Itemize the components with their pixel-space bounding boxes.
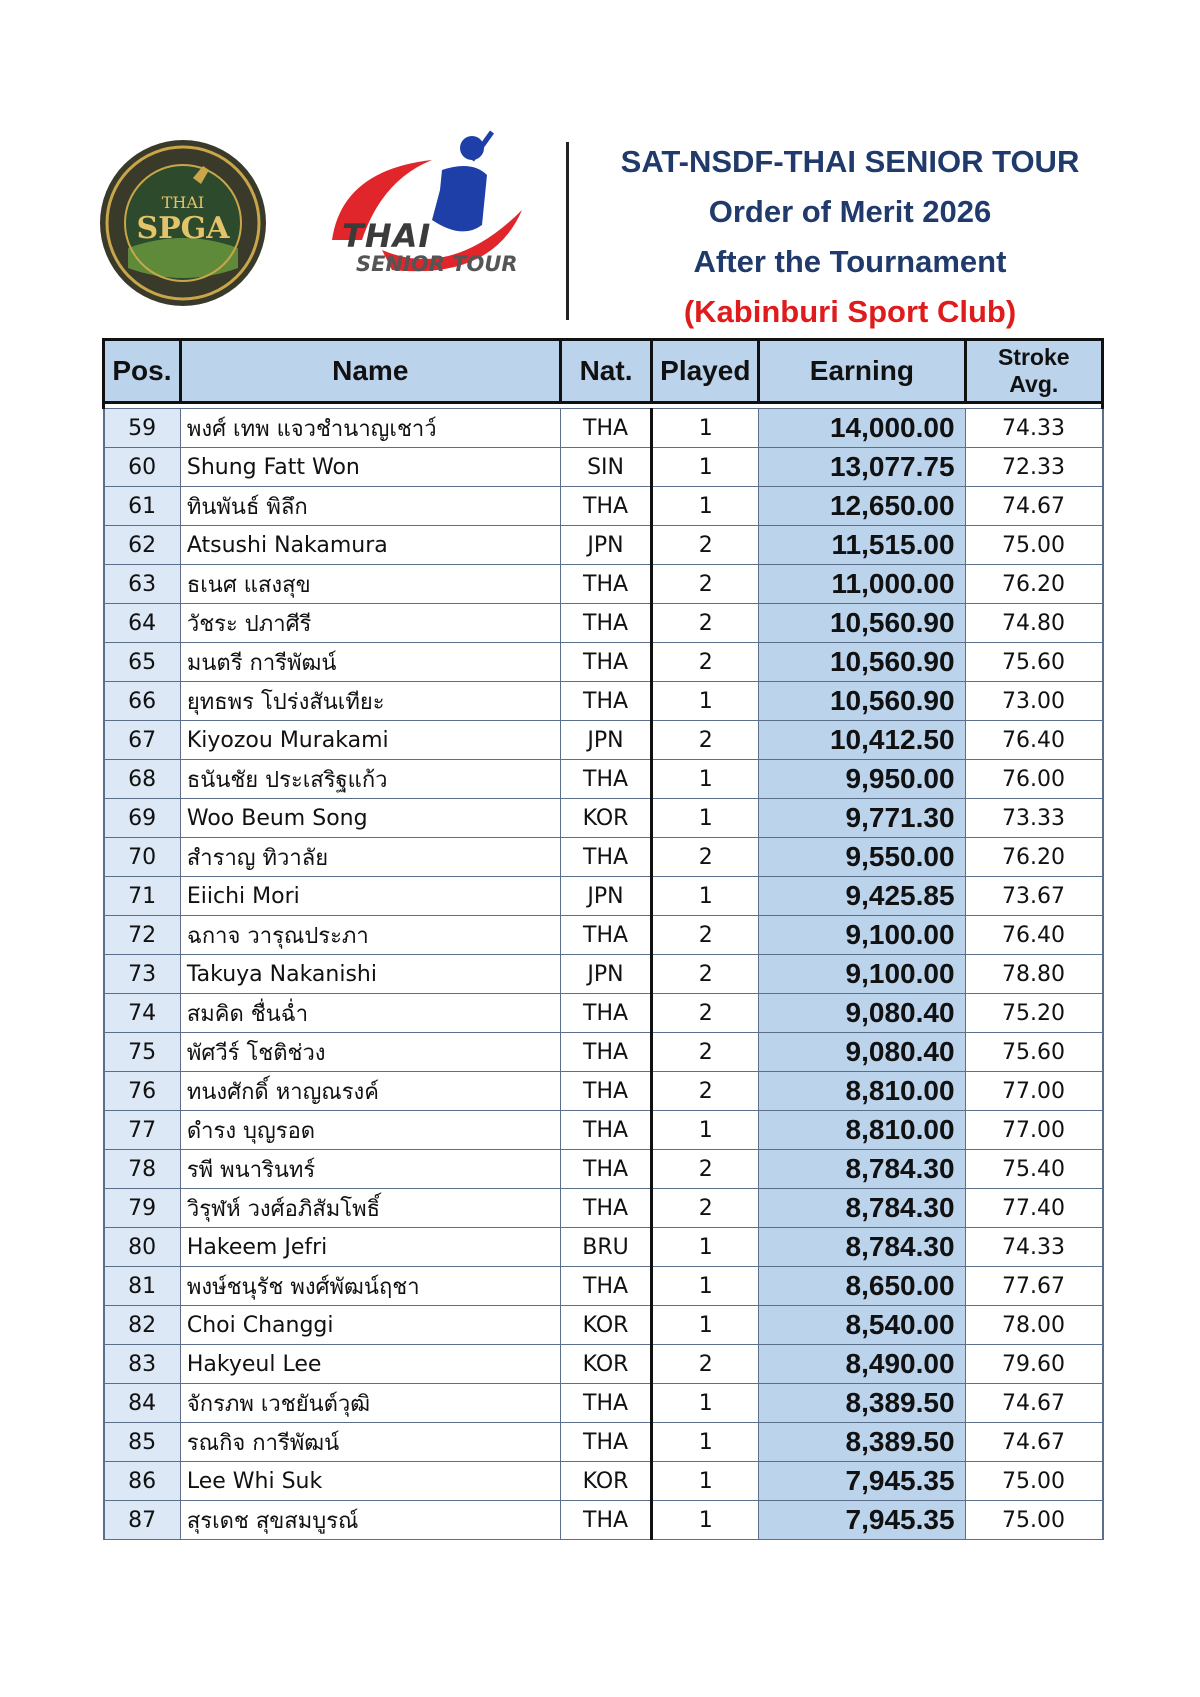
name-cell: ยุทธพร โปร่งสันเทียะ	[180, 682, 560, 721]
earning-cell: 10,560.90	[759, 604, 965, 643]
pos-cell: 86	[104, 1462, 181, 1501]
title-after-tournament: After the Tournament	[693, 244, 1007, 279]
name-cell: วิรุฬห์ วงศ์อภิสัมโพธิ์	[180, 1189, 560, 1228]
pos-cell: 73	[104, 955, 181, 994]
table-row	[104, 1228, 1103, 1267]
stroke-avg-cell: 76.40	[965, 721, 1102, 760]
stroke-avg-cell: 75.20	[965, 994, 1102, 1033]
stroke-avg-cell: 75.00	[965, 1462, 1102, 1501]
stroke-avg-cell: 76.20	[965, 565, 1102, 604]
played-cell: 1	[652, 1384, 759, 1423]
earning-cell: 8,389.50	[759, 1423, 965, 1462]
table-row	[104, 487, 1103, 526]
played-cell: 2	[652, 721, 759, 760]
nat-cell: THA	[560, 565, 652, 604]
stroke-avg-cell: 75.40	[965, 1150, 1102, 1189]
stroke-avg-cell: 77.67	[965, 1267, 1102, 1306]
nat-cell: THA	[560, 1072, 652, 1111]
earning-cell: 13,077.75	[759, 448, 965, 487]
table-row	[104, 1267, 1103, 1306]
name-cell: Shung Fatt Won	[180, 448, 560, 487]
pos-cell: 79	[104, 1189, 181, 1228]
title-order-of-merit: Order of Merit 2026	[708, 194, 992, 229]
name-cell: ทนงศักดิ์ หาญณรงค์	[180, 1072, 560, 1111]
earning-cell: 9,080.40	[759, 994, 965, 1033]
nat-cell: THA	[560, 1384, 652, 1423]
pos-cell: 76	[104, 1072, 181, 1111]
nat-cell: JPN	[560, 721, 652, 760]
stroke-avg-cell: 75.00	[965, 526, 1102, 565]
nat-cell: THA	[560, 838, 652, 877]
table-row	[104, 682, 1103, 721]
name-cell: Atsushi Nakamura	[180, 526, 560, 565]
played-cell: 1	[652, 1306, 759, 1345]
pos-cell: 59	[104, 409, 181, 448]
name-cell: จักรภพ เวชยันต์วุฒิ	[180, 1384, 560, 1423]
table-row	[104, 955, 1103, 994]
name-cell: Kiyozou Murakami	[180, 721, 560, 760]
name-cell: ทินพันธ์ พิลึก	[180, 487, 560, 526]
name-cell: ฉกาจ วารุณประภา	[180, 916, 560, 955]
played-cell: 2	[652, 994, 759, 1033]
stroke-avg-cell: 79.60	[965, 1345, 1102, 1384]
stroke-avg-cell: 78.00	[965, 1306, 1102, 1345]
name-cell: รพี พนารินทร์	[180, 1150, 560, 1189]
table-row	[104, 994, 1103, 1033]
pos-cell: 68	[104, 760, 181, 799]
earning-cell: 9,771.30	[759, 799, 965, 838]
name-cell: พงศ์ เทพ แจวชำนาญเชาว์	[180, 409, 560, 448]
played-cell: 2	[652, 643, 759, 682]
pos-cell: 77	[104, 1111, 181, 1150]
name-cell: ธนันชัย ประเสริฐแก้ว	[180, 760, 560, 799]
name-cell: Woo Beum Song	[180, 799, 560, 838]
name-cell: สมคิด ชื่นฉ่ำ	[180, 994, 560, 1033]
logo-thai-text: THAI	[342, 217, 432, 255]
stroke-avg-cell: 74.67	[965, 487, 1102, 526]
stroke-avg-cell: 74.33	[965, 1228, 1102, 1267]
nat-cell: KOR	[560, 799, 652, 838]
order-of-merit-table	[102, 338, 1104, 1540]
pos-cell: 61	[104, 487, 181, 526]
earning-cell: 8,540.00	[759, 1306, 965, 1345]
name-cell: มนตรี การีพัฒน์	[180, 643, 560, 682]
played-cell: 2	[652, 1189, 759, 1228]
col-header-stroke-avg	[965, 340, 1102, 403]
earning-cell: 9,950.00	[759, 760, 965, 799]
table-row	[104, 526, 1103, 565]
stroke-avg-cell: 74.80	[965, 604, 1102, 643]
earning-cell: 11,000.00	[759, 565, 965, 604]
table-row	[104, 643, 1103, 682]
avg-label: Avg.	[1009, 371, 1059, 397]
nat-cell: THA	[560, 1501, 652, 1540]
col-header-played: Played	[652, 340, 759, 403]
played-cell: 2	[652, 1033, 759, 1072]
name-cell: ดำรง บุญรอด	[180, 1111, 560, 1150]
nat-cell: THA	[560, 487, 652, 526]
pos-cell: 72	[104, 916, 181, 955]
table-row	[104, 916, 1103, 955]
pos-cell: 78	[104, 1150, 181, 1189]
pos-cell: 60	[104, 448, 181, 487]
table-row	[104, 1150, 1103, 1189]
played-cell: 2	[652, 565, 759, 604]
name-cell: สุรเดช สุขสมบูรณ์	[180, 1501, 560, 1540]
played-cell: 2	[652, 955, 759, 994]
played-cell: 1	[652, 682, 759, 721]
played-cell: 1	[652, 877, 759, 916]
name-cell: Hakeem Jefri	[180, 1228, 560, 1267]
name-cell: พัศวีร์ โชติช่วง	[180, 1033, 560, 1072]
played-cell: 2	[652, 916, 759, 955]
name-cell: Hakyeul Lee	[180, 1345, 560, 1384]
nat-cell: JPN	[560, 955, 652, 994]
table-row	[104, 1501, 1103, 1540]
pos-cell: 84	[104, 1384, 181, 1423]
name-cell: สำราญ ทิวาลัย	[180, 838, 560, 877]
nat-cell: THA	[560, 409, 652, 448]
logo-senior-tour-text: SENIOR TOUR	[356, 252, 518, 276]
table-header-row	[104, 340, 1103, 403]
earning-cell: 8,650.00	[759, 1267, 965, 1306]
played-cell: 1	[652, 487, 759, 526]
table-row	[104, 1306, 1103, 1345]
stroke-avg-cell: 78.80	[965, 955, 1102, 994]
table-row	[104, 565, 1103, 604]
played-cell: 1	[652, 1501, 759, 1540]
table-row	[104, 1189, 1103, 1228]
name-cell: Eiichi Mori	[180, 877, 560, 916]
played-cell: 1	[652, 409, 759, 448]
stroke-avg-cell: 73.33	[965, 799, 1102, 838]
table-row	[104, 1033, 1103, 1072]
pos-cell: 66	[104, 682, 181, 721]
stroke-label: Stroke	[997, 344, 1070, 370]
earning-cell: 8,810.00	[759, 1111, 965, 1150]
thai-spga-logo	[98, 138, 268, 308]
earning-cell: 9,100.00	[759, 955, 965, 994]
table-row	[104, 1345, 1103, 1384]
header-divider	[566, 142, 569, 320]
stroke-avg-cell: 77.00	[965, 1111, 1102, 1150]
title-block	[590, 136, 1110, 336]
nat-cell: THA	[560, 994, 652, 1033]
nat-cell: KOR	[560, 1345, 652, 1384]
nat-cell: THA	[560, 1423, 652, 1462]
nat-cell: KOR	[560, 1306, 652, 1345]
earning-cell: 8,490.00	[759, 1345, 965, 1384]
stroke-avg-cell: 75.60	[965, 1033, 1102, 1072]
name-cell: พงษ์ชนุรัช พงศ์พัฒน์ฤชา	[180, 1267, 560, 1306]
stroke-avg-cell: 76.00	[965, 760, 1102, 799]
stroke-avg-cell: 72.33	[965, 448, 1102, 487]
svg-text:SPGA: SPGA	[136, 211, 230, 246]
earning-cell: 7,945.35	[759, 1462, 965, 1501]
stroke-avg-cell: 77.40	[965, 1189, 1102, 1228]
played-cell: 1	[652, 799, 759, 838]
nat-cell: THA	[560, 643, 652, 682]
earning-cell: 8,389.50	[759, 1384, 965, 1423]
pos-cell: 85	[104, 1423, 181, 1462]
earning-cell: 9,425.85	[759, 877, 965, 916]
pos-cell: 81	[104, 1267, 181, 1306]
pos-cell: 87	[104, 1501, 181, 1540]
earning-cell: 8,784.30	[759, 1150, 965, 1189]
stroke-avg-cell: 76.20	[965, 838, 1102, 877]
table-row	[104, 799, 1103, 838]
pos-cell: 64	[104, 604, 181, 643]
name-cell: รณกิจ การีพัฒน์	[180, 1423, 560, 1462]
played-cell: 2	[652, 1150, 759, 1189]
table-row	[104, 877, 1103, 916]
earning-cell: 9,100.00	[759, 916, 965, 955]
table-row	[104, 838, 1103, 877]
stroke-avg-cell: 77.00	[965, 1072, 1102, 1111]
nat-cell: THA	[560, 1189, 652, 1228]
nat-cell: THA	[560, 604, 652, 643]
table-row	[104, 604, 1103, 643]
document-header	[0, 130, 1200, 330]
table-row	[104, 1072, 1103, 1111]
earning-cell: 10,412.50	[759, 721, 965, 760]
title-venue: (Kabinburi Sport Club)	[683, 294, 1017, 329]
name-cell: วัชระ ปภาศีรี	[180, 604, 560, 643]
table-row	[104, 409, 1103, 448]
earning-cell: 8,784.30	[759, 1228, 965, 1267]
stroke-avg-cell: 75.60	[965, 643, 1102, 682]
stroke-avg-cell: 74.33	[965, 409, 1102, 448]
pos-cell: 74	[104, 994, 181, 1033]
col-header-earning: Earning	[759, 340, 965, 403]
nat-cell: THA	[560, 682, 652, 721]
table-row	[104, 448, 1103, 487]
earning-cell: 9,550.00	[759, 838, 965, 877]
nat-cell: KOR	[560, 1462, 652, 1501]
played-cell: 2	[652, 838, 759, 877]
col-header-nat: Nat.	[560, 340, 652, 403]
name-cell: Lee Whi Suk	[180, 1462, 560, 1501]
pos-cell: 80	[104, 1228, 181, 1267]
pos-cell: 83	[104, 1345, 181, 1384]
played-cell: 2	[652, 526, 759, 565]
nat-cell: THA	[560, 1150, 652, 1189]
nat-cell: SIN	[560, 448, 652, 487]
stroke-avg-cell: 76.40	[965, 916, 1102, 955]
played-cell: 1	[652, 1228, 759, 1267]
pos-cell: 69	[104, 799, 181, 838]
stroke-avg-cell: 73.67	[965, 877, 1102, 916]
played-cell: 1	[652, 448, 759, 487]
played-cell: 2	[652, 1345, 759, 1384]
played-cell: 1	[652, 1462, 759, 1501]
nat-cell: THA	[560, 1267, 652, 1306]
table-row	[104, 1423, 1103, 1462]
pos-cell: 67	[104, 721, 181, 760]
nat-cell: JPN	[560, 877, 652, 916]
col-header-pos: Pos.	[104, 340, 181, 403]
played-cell: 1	[652, 1111, 759, 1150]
nat-cell: THA	[560, 1033, 652, 1072]
played-cell: 1	[652, 760, 759, 799]
pos-cell: 63	[104, 565, 181, 604]
earning-cell: 9,080.40	[759, 1033, 965, 1072]
table-row	[104, 760, 1103, 799]
earning-cell: 10,560.90	[759, 643, 965, 682]
nat-cell: JPN	[560, 526, 652, 565]
stroke-avg-cell: 75.00	[965, 1501, 1102, 1540]
pos-cell: 65	[104, 643, 181, 682]
table-row	[104, 1384, 1103, 1423]
earning-cell: 8,784.30	[759, 1189, 965, 1228]
earning-cell: 12,650.00	[759, 487, 965, 526]
table-body	[104, 409, 1103, 1540]
col-header-name: Name	[180, 340, 560, 403]
nat-cell: BRU	[560, 1228, 652, 1267]
played-cell: 1	[652, 1267, 759, 1306]
pos-cell: 75	[104, 1033, 181, 1072]
name-cell: ธเนศ แสงสุข	[180, 565, 560, 604]
name-cell: Choi Changgi	[180, 1306, 560, 1345]
played-cell: 1	[652, 1423, 759, 1462]
svg-text:THAI: THAI	[161, 193, 205, 212]
table-row	[104, 721, 1103, 760]
thai-senior-tour-logo	[322, 130, 542, 300]
played-cell: 2	[652, 604, 759, 643]
pos-cell: 70	[104, 838, 181, 877]
pos-cell: 62	[104, 526, 181, 565]
name-cell: Takuya Nakanishi	[180, 955, 560, 994]
earning-cell: 10,560.90	[759, 682, 965, 721]
nat-cell: THA	[560, 760, 652, 799]
stroke-avg-cell: 73.00	[965, 682, 1102, 721]
played-cell: 2	[652, 1072, 759, 1111]
nat-cell: THA	[560, 1111, 652, 1150]
stroke-avg-cell: 74.67	[965, 1384, 1102, 1423]
nat-cell: THA	[560, 916, 652, 955]
pos-cell: 71	[104, 877, 181, 916]
table-row	[104, 1462, 1103, 1501]
earning-cell: 11,515.00	[759, 526, 965, 565]
earning-cell: 14,000.00	[759, 409, 965, 448]
stroke-avg-cell: 74.67	[965, 1423, 1102, 1462]
earning-cell: 7,945.35	[759, 1501, 965, 1540]
title-tour: SAT-NSDF-THAI SENIOR TOUR	[620, 144, 1080, 179]
table-row	[104, 1111, 1103, 1150]
earning-cell: 8,810.00	[759, 1072, 965, 1111]
pos-cell: 82	[104, 1306, 181, 1345]
